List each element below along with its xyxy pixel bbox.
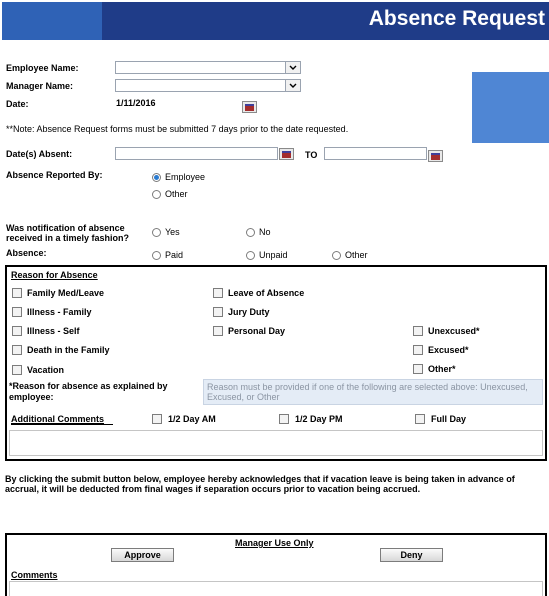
approve-button[interactable]: Approve: [111, 548, 174, 562]
additional-comments-label: Additional Comments: [11, 414, 105, 424]
header-bar: [102, 2, 549, 40]
checkbox[interactable]: [415, 414, 425, 424]
reason-explained-label: *Reason for absence as explained by employee:: [9, 381, 168, 402]
chevron-down-icon: [285, 62, 300, 73]
page-title: Absence Request: [368, 7, 545, 30]
date-label: Date:: [6, 99, 29, 109]
reason-jury-duty[interactable]: Jury Duty: [213, 307, 270, 317]
date-absent-from-input[interactable]: [115, 147, 278, 160]
absence-other-option[interactable]: Other: [332, 250, 368, 260]
radio-button[interactable]: [332, 251, 341, 260]
checkbox[interactable]: [213, 307, 223, 317]
manager-comments-label: Comments: [11, 570, 58, 580]
date-absent-to-input[interactable]: [324, 147, 427, 160]
reason-vacation[interactable]: Vacation: [12, 365, 64, 375]
half-day-pm-option[interactable]: 1/2 Day PM: [279, 414, 343, 424]
chevron-down-icon: [285, 80, 300, 91]
side-blue-panel: [472, 72, 549, 143]
calendar-icon[interactable]: [242, 101, 257, 113]
reported-by-other-option[interactable]: Other: [152, 189, 188, 199]
checkbox[interactable]: [279, 414, 289, 424]
reason-family-med-leave[interactable]: Family Med/Leave: [12, 288, 104, 298]
full-day-option[interactable]: Full Day: [415, 414, 466, 424]
manager-name-label: Manager Name:: [6, 81, 74, 91]
reason-leave-of-absence[interactable]: Leave of Absence: [213, 288, 304, 298]
manager-use-title: Manager Use Only: [235, 538, 314, 548]
radio-button[interactable]: [152, 190, 161, 199]
radio-button[interactable]: [246, 251, 255, 260]
radio-button[interactable]: [152, 228, 161, 237]
note-text: **Note: Absence Request forms must be submitted 7 days prior to the date requested.: [6, 124, 349, 134]
calendar-icon[interactable]: [428, 150, 443, 162]
notification-no-option[interactable]: No: [246, 227, 271, 237]
checkbox[interactable]: [12, 288, 22, 298]
absence-unpaid-option[interactable]: Unpaid: [246, 250, 288, 260]
header-left-block: [2, 2, 102, 40]
acknowledgement-text: By clicking the submit button below, employee hereby acknowledges that if vacation leave is being taken in advance of accrual, it will be deducted from final wages if separation occurs prior to vacation being accrued.: [5, 474, 515, 494]
absence-label: Absence:: [6, 248, 47, 258]
checkbox[interactable]: [12, 307, 22, 317]
checkbox[interactable]: [413, 364, 423, 374]
checkbox[interactable]: [213, 288, 223, 298]
additional-comments-textarea[interactable]: [9, 430, 543, 456]
checkbox[interactable]: [152, 414, 162, 424]
checkbox[interactable]: [12, 365, 22, 375]
reported-by-employee-option[interactable]: Employee: [152, 172, 205, 182]
reason-excused[interactable]: Excused*: [413, 345, 469, 355]
radio-button[interactable]: [152, 173, 161, 182]
to-label: TO: [305, 150, 318, 160]
checkbox[interactable]: [413, 345, 423, 355]
manager-comments-textarea[interactable]: [9, 581, 543, 596]
checkbox[interactable]: [12, 345, 22, 355]
reason-explained-textarea[interactable]: Reason must be provided if one of the following are selected above: Unexcused, Excused, or Other: [203, 379, 543, 405]
half-day-am-option[interactable]: 1/2 Day AM: [152, 414, 216, 424]
manager-name-select[interactable]: [115, 79, 301, 92]
date-value: 1/11/2016: [116, 98, 156, 108]
notification-yes-option[interactable]: Yes: [152, 227, 180, 237]
additional-comments-divider: [11, 424, 113, 425]
reason-illness-family[interactable]: Illness - Family: [12, 307, 92, 317]
employee-name-label: Employee Name:: [6, 63, 79, 73]
calendar-icon[interactable]: [279, 148, 294, 160]
reason-personal-day[interactable]: Personal Day: [213, 326, 285, 336]
reason-title: Reason for Absence: [11, 270, 98, 280]
reason-death-in-family[interactable]: Death in the Family: [12, 345, 110, 355]
employee-name-select[interactable]: [115, 61, 301, 74]
reason-other[interactable]: Other*: [413, 364, 456, 374]
reported-by-label: Absence Reported By:: [6, 170, 103, 180]
checkbox[interactable]: [12, 326, 22, 336]
deny-button[interactable]: Deny: [380, 548, 443, 562]
checkbox[interactable]: [413, 326, 423, 336]
dates-absent-label: Date(s) Absent:: [6, 149, 73, 159]
checkbox[interactable]: [213, 326, 223, 336]
radio-button[interactable]: [246, 228, 255, 237]
reason-illness-self[interactable]: Illness - Self: [12, 326, 80, 336]
absence-paid-option[interactable]: Paid: [152, 250, 183, 260]
notification-label: Was notification of absence received in a timely fashion?: [6, 223, 130, 243]
radio-button[interactable]: [152, 251, 161, 260]
reason-unexcused[interactable]: Unexcused*: [413, 326, 480, 336]
